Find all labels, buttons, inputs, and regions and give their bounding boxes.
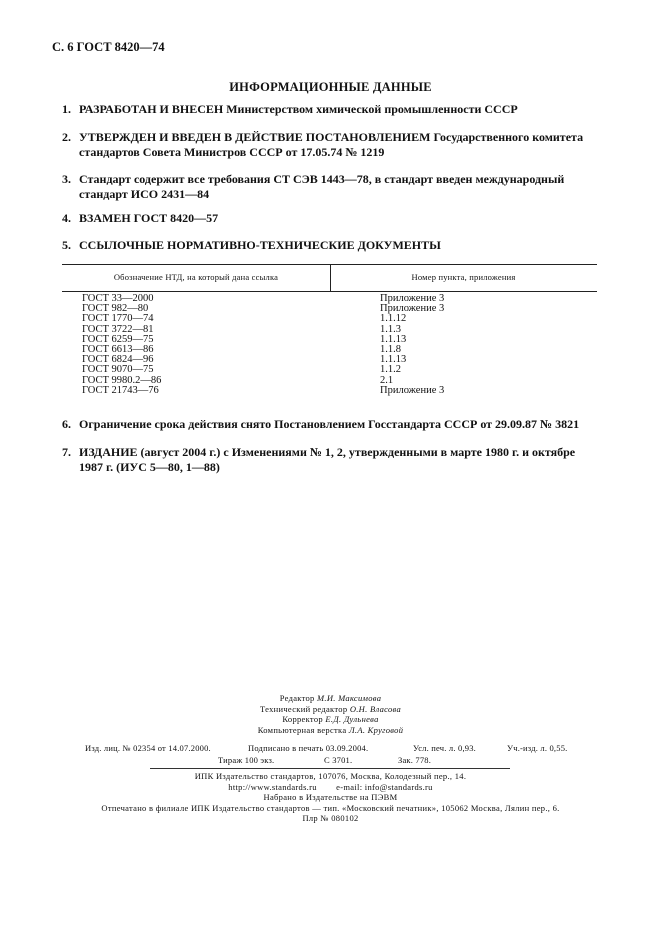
credit-role: Технический редактор	[259, 703, 348, 714]
publication-code: С 3701.	[324, 755, 353, 765]
credit-role: Корректор	[282, 714, 323, 724]
ntd-designation: ГОСТ 6824—96	[82, 354, 154, 366]
item-number: 3.	[62, 172, 71, 186]
item-number: 5.	[62, 238, 71, 252]
clause-number: 1.1.13	[380, 333, 407, 345]
info-item-6	[62, 417, 602, 432]
circulation: Тираж 100 экз.	[218, 755, 275, 765]
credit-role: Редактор	[279, 693, 315, 703]
credit-person: Л.А. Круговой	[348, 724, 404, 735]
table-header-designation: Обозначение НТД, на который дана ссылка	[113, 272, 279, 282]
item-text: Ограничение срока действия снято Постановлением Госстандарта СССР от 29.09.87 № 3821	[79, 417, 580, 431]
ntd-designation: ГОСТ 3722—81	[82, 323, 154, 335]
item-text: УТВЕРЖДЕН И ВВЕДЕН В ДЕЙСТВИЕ ПОСТАНОВЛЕНИЕМ Государственного комитета стандартов Совета Министров СССР от 17.05.74 № 1219	[79, 130, 584, 159]
clause-number: Приложение 3	[380, 384, 445, 396]
info-item-5	[62, 238, 602, 253]
publisher-address: ИПК Издательство стандартов, 107076, Москва, Колодезный пер., 14.	[194, 771, 467, 781]
ntd-designation: ГОСТ 9980.2—86	[82, 374, 162, 386]
item-number: 6.	[62, 417, 71, 431]
publisher-contacts: http://www.standards.ru e-mail: info@standards.ru	[228, 781, 433, 792]
info-item-1	[62, 102, 602, 117]
clause-number: 1.1.2	[380, 364, 401, 376]
credit-editor	[0, 693, 661, 704]
clause-number: Приложение 3	[380, 303, 445, 315]
clause-number: Приложение 3	[380, 293, 445, 304]
item-text: ИЗДАНИЕ (август 2004 г.) с Изменениями № 1, 2, утвержденными в марте 1980 г. и октябре 1987 г. (ИУС 5—80, 1—88)	[79, 445, 576, 474]
clause-number: 1.1.12	[380, 313, 407, 325]
ntd-designation: ГОСТ 6259—75	[82, 333, 154, 345]
clause-number: 1.1.13	[380, 354, 407, 366]
ntd-designation: ГОСТ 1770—74	[82, 313, 154, 325]
table-body	[62, 294, 597, 396]
table-header-clause: Номер пункта, приложения	[411, 272, 516, 282]
item-number: 2.	[62, 130, 71, 144]
credit-layout	[0, 725, 661, 736]
credit-person: М.И. Максимова	[317, 693, 382, 703]
item-number: 7.	[62, 445, 71, 459]
table-row	[62, 365, 597, 375]
clause-number: 2.1	[380, 374, 394, 386]
item-text: ВЗАМЕН ГОСТ 8420—57	[79, 211, 219, 225]
table-row	[62, 386, 597, 396]
item-text: РАЗРАБОТАН И ВНЕСЕН Министерством химической промышленности СССР	[79, 102, 518, 116]
edit-sheets: Уч.-изд. л. 0,55.	[507, 743, 568, 753]
info-item-2	[62, 130, 602, 160]
credit-proofreader	[0, 714, 661, 725]
info-item-4	[62, 211, 602, 226]
credit-tech-editor	[0, 704, 661, 715]
typeset-note: Набрано в Издательстве на ПЭВМ	[263, 792, 398, 802]
clause-number: 1.1.3	[380, 323, 401, 335]
item-text: ССЫЛОЧНЫЕ НОРМАТИВНО-ТЕХНИЧЕСКИЕ ДОКУМЕНТЫ	[79, 238, 441, 252]
credit-person: Е.Д. Дульнева	[325, 714, 379, 724]
imprint-divider	[150, 768, 510, 769]
clause-number: 1.1.8	[380, 343, 401, 355]
item-number: 4.	[62, 211, 71, 225]
license-number: Изд. лиц. № 02354 от 14.07.2000.	[85, 743, 211, 753]
info-item-3	[62, 172, 602, 202]
plr-number: Плр № 080102	[302, 813, 359, 823]
table-header-rule	[62, 291, 597, 292]
page-title: ИНФОРМАЦИОННЫЕ ДАННЫЕ	[229, 80, 432, 94]
order-number: Зак. 778.	[398, 755, 432, 765]
ntd-designation: ГОСТ 33—2000	[82, 293, 154, 304]
item-text: Стандарт содержит все требования СТ СЭВ 1443—78, в стандарт введен международный стандарт ИСО 2431—84	[79, 172, 565, 201]
info-item-7	[62, 445, 602, 475]
imprint-block	[0, 771, 661, 824]
ntd-designation: ГОСТ 9070—75	[82, 364, 154, 376]
credit-person: О.Н. Власова	[349, 703, 402, 714]
signed-date: Подписано в печать 03.09.2004.	[248, 743, 369, 753]
printing-note: Отпечатано в филиале ИПК Издательство стандартов — тип. «Московский печатник», 105062 Москва, Лялин пер., 6.	[101, 802, 560, 813]
item-number: 1.	[62, 102, 71, 116]
credit-role: Компьютерная верстка	[257, 724, 347, 735]
ntd-designation: ГОСТ 982—80	[82, 303, 149, 315]
print-sheets: Усл. печ. л. 0,93.	[413, 743, 476, 753]
ntd-designation: ГОСТ 6613—86	[82, 343, 154, 355]
credits-block	[0, 693, 661, 735]
page-header: С. 6 ГОСТ 8420—74	[52, 40, 165, 54]
ntd-designation: ГОСТ 21743—76	[82, 384, 159, 396]
